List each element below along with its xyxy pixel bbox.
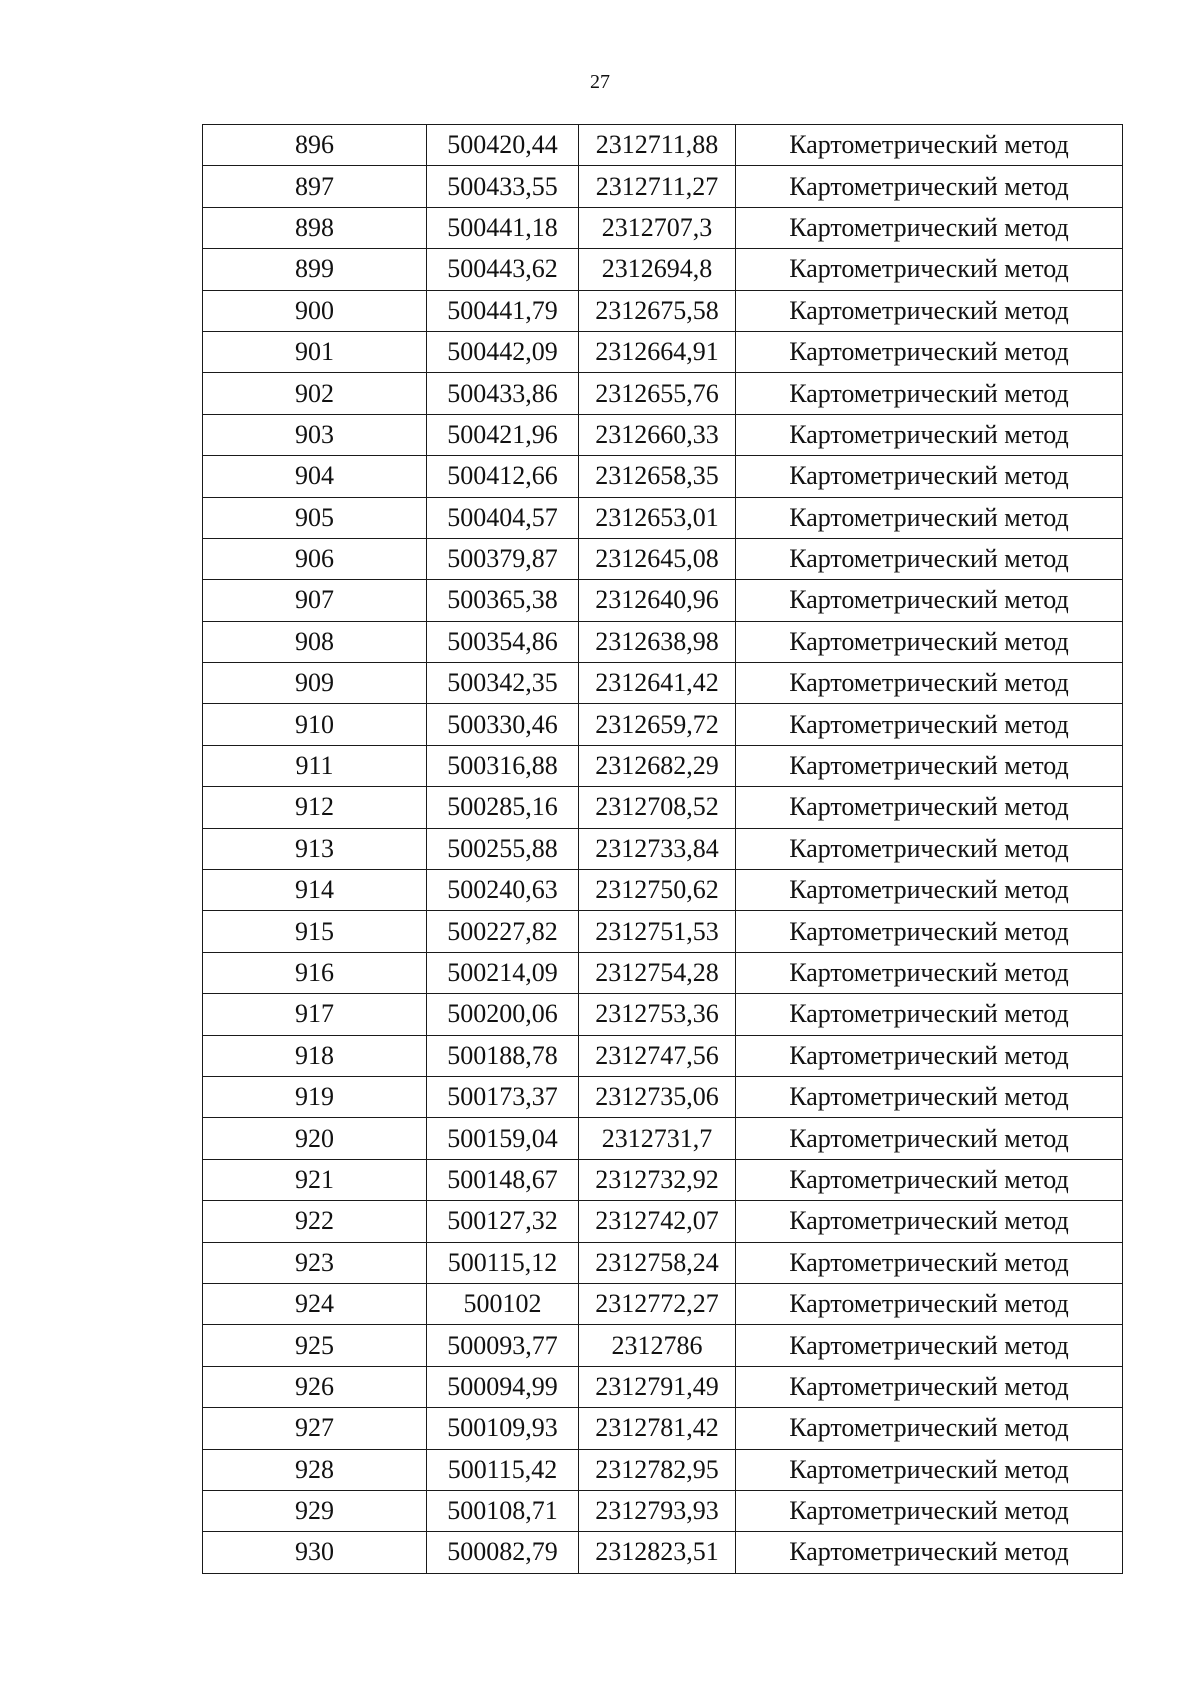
method-cell: Картометрический метод <box>736 1408 1123 1449</box>
table-row <box>203 1449 1123 1490</box>
x-coordinate-cell: 500442,09 <box>427 331 579 372</box>
point-number-cell: 908 <box>203 621 427 662</box>
x-coordinate-cell: 500441,18 <box>427 207 579 248</box>
point-number-cell: 899 <box>203 249 427 290</box>
y-coordinate-cell: 2312711,27 <box>579 166 736 207</box>
table-row <box>203 787 1123 828</box>
table-row <box>203 331 1123 372</box>
y-coordinate-cell: 2312694,8 <box>579 249 736 290</box>
table-row <box>203 1408 1123 1449</box>
point-number-cell: 897 <box>203 166 427 207</box>
table-row <box>203 1076 1123 1117</box>
x-coordinate-cell: 500316,88 <box>427 745 579 786</box>
point-number-cell: 924 <box>203 1283 427 1324</box>
y-coordinate-cell: 2312675,58 <box>579 290 736 331</box>
point-number-cell: 926 <box>203 1366 427 1407</box>
point-number-cell: 910 <box>203 704 427 745</box>
x-coordinate-cell: 500365,38 <box>427 580 579 621</box>
method-cell: Картометрический метод <box>736 663 1123 704</box>
table-row <box>203 911 1123 952</box>
point-number-cell: 919 <box>203 1076 427 1117</box>
method-cell: Картометрический метод <box>736 414 1123 455</box>
method-cell: Картометрический метод <box>736 745 1123 786</box>
point-number-cell: 904 <box>203 456 427 497</box>
table-row <box>203 125 1123 166</box>
y-coordinate-cell: 2312750,62 <box>579 870 736 911</box>
x-coordinate-cell: 500094,99 <box>427 1366 579 1407</box>
method-cell: Картометрический метод <box>736 1242 1123 1283</box>
x-coordinate-cell: 500379,87 <box>427 538 579 579</box>
y-coordinate-cell: 2312645,08 <box>579 538 736 579</box>
method-cell: Картометрический метод <box>736 497 1123 538</box>
method-cell: Картометрический метод <box>736 911 1123 952</box>
y-coordinate-cell: 2312660,33 <box>579 414 736 455</box>
y-coordinate-cell: 2312782,95 <box>579 1449 736 1490</box>
x-coordinate-cell: 500115,12 <box>427 1242 579 1283</box>
table-row <box>203 870 1123 911</box>
x-coordinate-cell: 500421,96 <box>427 414 579 455</box>
table-row <box>203 580 1123 621</box>
table-row <box>203 1118 1123 1159</box>
x-coordinate-cell: 500093,77 <box>427 1325 579 1366</box>
page-number: 27 <box>590 71 610 93</box>
coordinates-table <box>202 124 1123 1574</box>
point-number-cell: 922 <box>203 1201 427 1242</box>
point-number-cell: 920 <box>203 1118 427 1159</box>
method-cell: Картометрический метод <box>736 870 1123 911</box>
method-cell: Картометрический метод <box>736 1283 1123 1324</box>
method-cell: Картометрический метод <box>736 1201 1123 1242</box>
point-number-cell: 928 <box>203 1449 427 1490</box>
x-coordinate-cell: 500109,93 <box>427 1408 579 1449</box>
method-cell: Картометрический метод <box>736 704 1123 745</box>
point-number-cell: 927 <box>203 1408 427 1449</box>
method-cell: Картометрический метод <box>736 538 1123 579</box>
table-row <box>203 952 1123 993</box>
y-coordinate-cell: 2312682,29 <box>579 745 736 786</box>
x-coordinate-cell: 500148,67 <box>427 1159 579 1200</box>
method-cell: Картометрический метод <box>736 331 1123 372</box>
point-number-cell: 898 <box>203 207 427 248</box>
y-coordinate-cell: 2312711,88 <box>579 125 736 166</box>
x-coordinate-cell: 500188,78 <box>427 1035 579 1076</box>
y-coordinate-cell: 2312793,93 <box>579 1490 736 1531</box>
x-coordinate-cell: 500159,04 <box>427 1118 579 1159</box>
table-row <box>203 538 1123 579</box>
x-coordinate-cell: 500200,06 <box>427 994 579 1035</box>
x-coordinate-cell: 500108,71 <box>427 1490 579 1531</box>
x-coordinate-cell: 500412,66 <box>427 456 579 497</box>
point-number-cell: 913 <box>203 828 427 869</box>
y-coordinate-cell: 2312732,92 <box>579 1159 736 1200</box>
x-coordinate-cell: 500240,63 <box>427 870 579 911</box>
y-coordinate-cell: 2312658,35 <box>579 456 736 497</box>
y-coordinate-cell: 2312823,51 <box>579 1532 736 1573</box>
y-coordinate-cell: 2312731,7 <box>579 1118 736 1159</box>
point-number-cell: 929 <box>203 1490 427 1531</box>
table-row <box>203 249 1123 290</box>
y-coordinate-cell: 2312653,01 <box>579 497 736 538</box>
point-number-cell: 902 <box>203 373 427 414</box>
method-cell: Картометрический метод <box>736 1449 1123 1490</box>
method-cell: Картометрический метод <box>736 828 1123 869</box>
table-row <box>203 621 1123 662</box>
point-number-cell: 921 <box>203 1159 427 1200</box>
method-cell: Картометрический метод <box>736 1118 1123 1159</box>
method-cell: Картометрический метод <box>736 1325 1123 1366</box>
x-coordinate-cell: 500443,62 <box>427 249 579 290</box>
method-cell: Картометрический метод <box>736 994 1123 1035</box>
method-cell: Картометрический метод <box>736 1366 1123 1407</box>
table-row <box>203 373 1123 414</box>
x-coordinate-cell: 500433,86 <box>427 373 579 414</box>
table-row <box>203 1532 1123 1573</box>
y-coordinate-cell: 2312758,24 <box>579 1242 736 1283</box>
point-number-cell: 925 <box>203 1325 427 1366</box>
y-coordinate-cell: 2312742,07 <box>579 1201 736 1242</box>
table-row <box>203 745 1123 786</box>
point-number-cell: 896 <box>203 125 427 166</box>
point-number-cell: 923 <box>203 1242 427 1283</box>
point-number-cell: 900 <box>203 290 427 331</box>
table-row <box>203 456 1123 497</box>
table-row <box>203 663 1123 704</box>
x-coordinate-cell: 500433,55 <box>427 166 579 207</box>
y-coordinate-cell: 2312640,96 <box>579 580 736 621</box>
x-coordinate-cell: 500420,44 <box>427 125 579 166</box>
point-number-cell: 918 <box>203 1035 427 1076</box>
point-number-cell: 912 <box>203 787 427 828</box>
y-coordinate-cell: 2312772,27 <box>579 1283 736 1324</box>
x-coordinate-cell: 500102 <box>427 1283 579 1324</box>
x-coordinate-cell: 500441,79 <box>427 290 579 331</box>
method-cell: Картометрический метод <box>736 125 1123 166</box>
y-coordinate-cell: 2312655,76 <box>579 373 736 414</box>
table-row <box>203 704 1123 745</box>
table-row <box>203 994 1123 1035</box>
x-coordinate-cell: 500354,86 <box>427 621 579 662</box>
method-cell: Картометрический метод <box>736 207 1123 248</box>
method-cell: Картометрический метод <box>736 787 1123 828</box>
method-cell: Картометрический метод <box>736 621 1123 662</box>
method-cell: Картометрический метод <box>736 952 1123 993</box>
table-row <box>203 1283 1123 1324</box>
x-coordinate-cell: 500115,42 <box>427 1449 579 1490</box>
x-coordinate-cell: 500214,09 <box>427 952 579 993</box>
method-cell: Картометрический метод <box>736 1532 1123 1573</box>
table-row <box>203 166 1123 207</box>
x-coordinate-cell: 500330,46 <box>427 704 579 745</box>
y-coordinate-cell: 2312791,49 <box>579 1366 736 1407</box>
point-number-cell: 916 <box>203 952 427 993</box>
table-row <box>203 1325 1123 1366</box>
y-coordinate-cell: 2312733,84 <box>579 828 736 869</box>
table-row <box>203 1366 1123 1407</box>
x-coordinate-cell: 500285,16 <box>427 787 579 828</box>
method-cell: Картометрический метод <box>736 373 1123 414</box>
table-row <box>203 497 1123 538</box>
point-number-cell: 914 <box>203 870 427 911</box>
x-coordinate-cell: 500127,32 <box>427 1201 579 1242</box>
table-row <box>203 828 1123 869</box>
point-number-cell: 909 <box>203 663 427 704</box>
table-row <box>203 207 1123 248</box>
x-coordinate-cell: 500404,57 <box>427 497 579 538</box>
point-number-cell: 906 <box>203 538 427 579</box>
coordinates-table-body <box>203 125 1123 1574</box>
y-coordinate-cell: 2312753,36 <box>579 994 736 1035</box>
y-coordinate-cell: 2312735,06 <box>579 1076 736 1117</box>
point-number-cell: 930 <box>203 1532 427 1573</box>
y-coordinate-cell: 2312754,28 <box>579 952 736 993</box>
x-coordinate-cell: 500342,35 <box>427 663 579 704</box>
method-cell: Картометрический метод <box>736 1076 1123 1117</box>
table-row <box>203 414 1123 455</box>
x-coordinate-cell: 500173,37 <box>427 1076 579 1117</box>
y-coordinate-cell: 2312786 <box>579 1325 736 1366</box>
x-coordinate-cell: 500082,79 <box>427 1532 579 1573</box>
method-cell: Картометрический метод <box>736 1159 1123 1200</box>
table-row <box>203 1035 1123 1076</box>
y-coordinate-cell: 2312708,52 <box>579 787 736 828</box>
point-number-cell: 905 <box>203 497 427 538</box>
point-number-cell: 907 <box>203 580 427 621</box>
method-cell: Картометрический метод <box>736 249 1123 290</box>
y-coordinate-cell: 2312659,72 <box>579 704 736 745</box>
method-cell: Картометрический метод <box>736 1490 1123 1531</box>
y-coordinate-cell: 2312781,42 <box>579 1408 736 1449</box>
table-row <box>203 1490 1123 1531</box>
y-coordinate-cell: 2312747,56 <box>579 1035 736 1076</box>
y-coordinate-cell: 2312664,91 <box>579 331 736 372</box>
method-cell: Картометрический метод <box>736 1035 1123 1076</box>
table-row <box>203 1159 1123 1200</box>
y-coordinate-cell: 2312638,98 <box>579 621 736 662</box>
method-cell: Картометрический метод <box>736 290 1123 331</box>
point-number-cell: 903 <box>203 414 427 455</box>
x-coordinate-cell: 500255,88 <box>427 828 579 869</box>
y-coordinate-cell: 2312751,53 <box>579 911 736 952</box>
table-row <box>203 1201 1123 1242</box>
method-cell: Картометрический метод <box>736 580 1123 621</box>
x-coordinate-cell: 500227,82 <box>427 911 579 952</box>
point-number-cell: 915 <box>203 911 427 952</box>
table-row <box>203 290 1123 331</box>
point-number-cell: 917 <box>203 994 427 1035</box>
point-number-cell: 911 <box>203 745 427 786</box>
method-cell: Картометрический метод <box>736 166 1123 207</box>
y-coordinate-cell: 2312707,3 <box>579 207 736 248</box>
y-coordinate-cell: 2312641,42 <box>579 663 736 704</box>
method-cell: Картометрический метод <box>736 456 1123 497</box>
point-number-cell: 901 <box>203 331 427 372</box>
table-row <box>203 1242 1123 1283</box>
